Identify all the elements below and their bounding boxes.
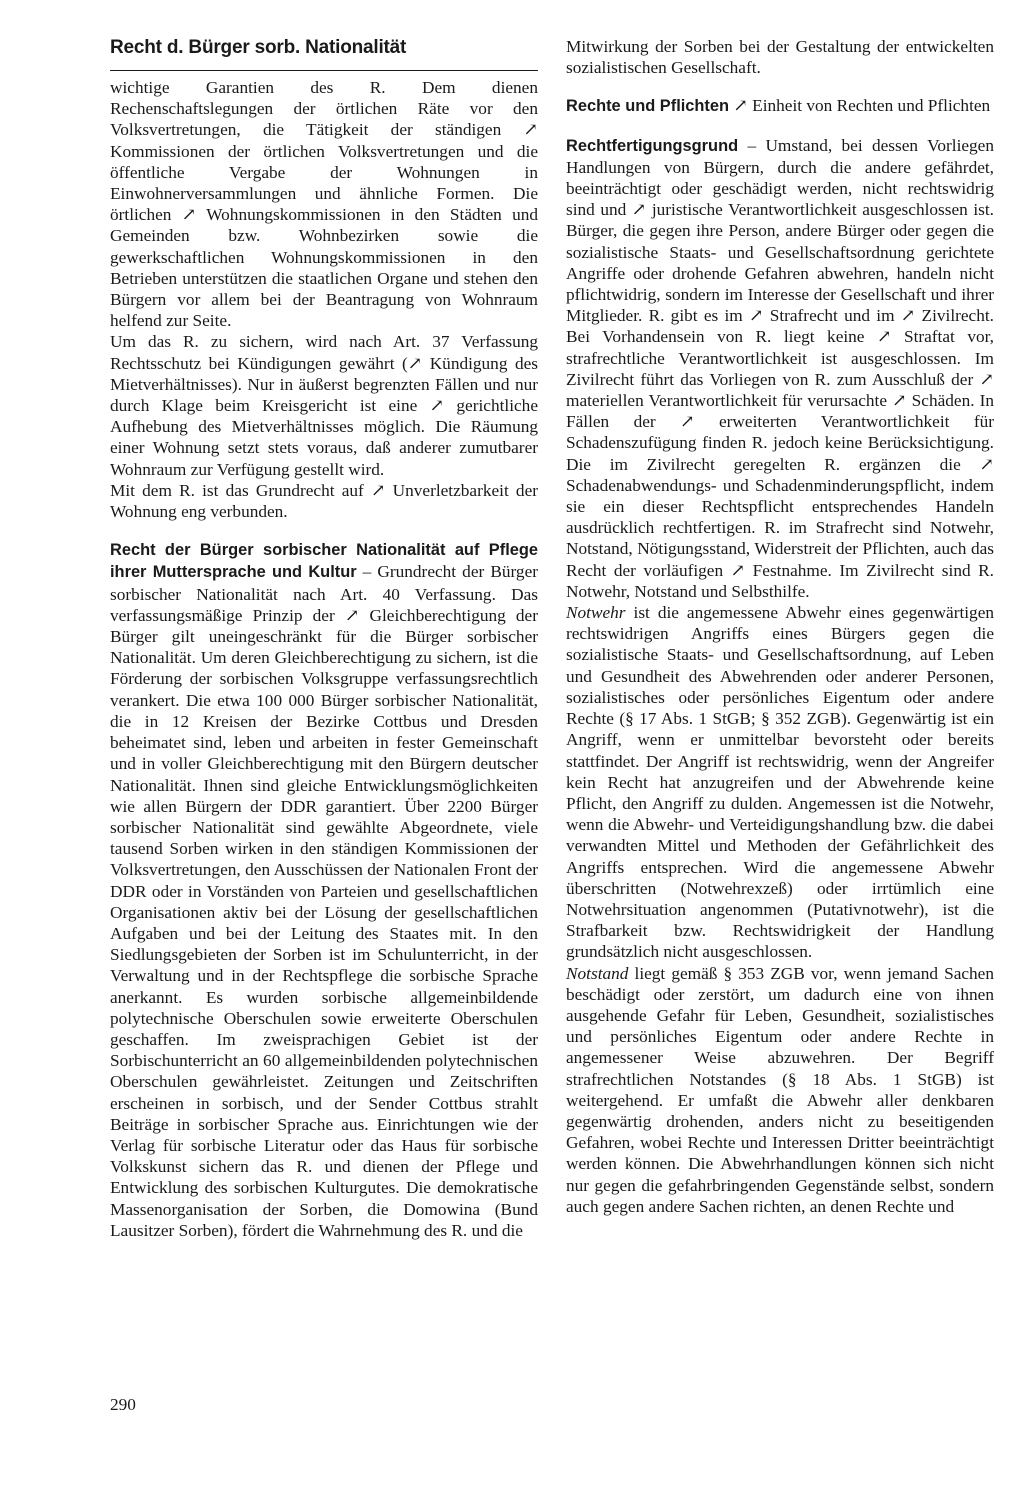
entry-body: – Grundrecht der Bürger sorbischer Nationalität nach Art. 40 Verfassung. Das verfassungsmäßige Prinzip der ↗ Gleichberechtigung der Bürger gilt uneingeschränkt für die Bürger sorbischer Nationalität. Um deren Gleichberechtigung zu sichern, ist die Förderung der sorbischen Volksgruppe verfassungsrechtlich verankert. Die etwa 100 000 Bürger sorbischer Nationalität, die in 12 Kreisen der Bezirke Cottbus und Dresden beheimatet sind, leben und arbeiten in fester Gemeinschaft und in voller Gleichberechtigung mit den Bürgern deutscher Nationalität. Ihnen sind gleiche Entwicklungsmöglichkeiten wie allen Bürgern der DDR garantiert. Über 2200 Bürger sorbischer Nationalität sind gewählte Abgeordnete, viele tausend Sorben wirken in den ständigen Kommissionen der Volksvertretungen, den Ausschüssen der Nationalen Front der DDR oder in Vorständen von Parteien und gesellschaftlichen Organisationen aktiv bei der Lösung der gesellschaftlichen Aufgaben und bei der Leitung des Staates mit. In den Siedlungsgebieten der Sorben ist im Schulunterricht, in der Verwaltung und in der Rechtspflege die sorbische Sprache anerkannt. Es wurden sorbische allgemeinbildende polytechnische Oberschulen sowie erweiterte Oberschulen geschaffen. Im zweisprachigen Gebiet ist der Sorbischunterricht an 60 allgemeinbildenden polytechnischen Oberschulen gewährleistet. Zeitungen und Zeitschriften erscheinen in sorbisch, und der Sender Cottbus strahlt Beiträge in sorbischer Sprache aus. Einrichtungen wie der Verlag für sorbische Literatur oder das Haus für sorbische Volkskunst sichern das R. und dienen der Pflege und Entwicklung des sorbischen Kulturgutes. Die demokratische Massenorganisation der Sorben, die Domowina (Bund Lausitzer Sorben), fördert die Wahrnehmung des R. und die xyxy=(110,562,538,1240)
term-notstand: Notstand xyxy=(566,963,629,983)
entry-body: – Umstand, bei dessen Vorliegen Handlungen von Bürgern, durch die andere gefährdet, beeinträchtigt oder geschädigt werden, nicht rechtswidrig sind und ↗ juristische Verantwortlichkeit ausgeschlossen ist. Bürger, die gegen ihre Person, andere Bürger oder gegen die sozialistische Staats- und Gesellschaftsordnung gerichtete Angriffe oder drohende Gefahren abwehren, handeln nicht pflichtwidrig, sondern im Interesse der Gesellschaft und ihrer Mitglieder. R. gibt es im ↗ Strafrecht und im ↗ Zivilrecht. Bei Vorhandensein von R. liegt keine ↗ Straftat vor, strafrechtliche Verantwortlichkeit ist ausgeschlossen. Im Zivilrecht führt das Vorliegen von R. zum Ausschluß der ↗ materiellen Verantwortlichkeit für verursachte ↗ Schäden. In Fällen der ↗ erweiterten Verantwortlichkeit für Schadenszufügung finden R. jedoch keine Berücksichtigung. Die im Zivilrecht geregelten R. ergänzen die ↗ Schadenabwendungs- und Schadenminderungspflicht, indem sie ein dieser Rechtspflicht entsprechendes Handeln ausdrücklich rechtfertigen. R. im Strafrecht sind Notwehr, Notstand, Nötigungsstand, Widerstreit der Pflichten, auch das Recht der vorläufigen ↗ Festnahme. Im Zivilrecht sind R. Notwehr, Notstand und Selbsthilfe. xyxy=(566,135,994,601)
paragraph-unverletzbarkeit: Mit dem R. ist das Grundrecht auf ↗ Unverletzbarkeit der Wohnung eng verbunden. xyxy=(110,480,538,522)
page-number: 290 xyxy=(110,1395,136,1414)
entry-headword: Recht der Bürger sorbischer Nationalität auf Pflege ihrer Muttersprache und Kultur xyxy=(110,541,538,582)
entry-rechtfertigungsgrund xyxy=(566,135,994,602)
paragraph-continuation: Mitwirkung der Sorben bei der Gestaltung der entwickelten sozialistischen Gesellschaft. xyxy=(566,37,994,78)
paragraph-notwehr xyxy=(566,602,994,962)
notstand-body: liegt gemäß § 353 ZGB vor, wenn jemand Sachen beschädigt oder zerstört, um dadurch eine von ihnen ausgehende Gefahr für Leben, Gesundheit, sozialistisches und persönliches Eigentum oder andere Rechte in angemessener Weise abzuwehren. Der Begriff strafrechtlichen Notstandes (§ 18 Abs. 1 StGB) ist weitergehend. Er umfaßt die Abwehr aller denkbaren gegenwärtig drohenden, anders nicht zu beseitigenden Gefahren, wobei Rechte und Interessen Dritter beeinträchtigt werden können. Die Abwehrhandlungen können sich nicht nur gegen die gefahrbringenden Gegenstände selbst, sondern auch gegen andere Sachen richten, an denen Rechte und xyxy=(566,963,994,1216)
entry-headword: Rechte und Pflichten xyxy=(566,97,730,116)
entry-body: ↗ Einheit von Rechten und Pflichten xyxy=(729,96,991,116)
right-column xyxy=(566,36,994,1217)
notwehr-body: ist die angemessene Abwehr eines gegenwärtigen rechtswidrigen Angriffs eines Bürgers gegen die sozialistische Staats- und Gesellschaftsordnung, auf Leben und Gesundheit des Abwehrenden oder anderer Personen, sozialistisches oder persönliches Eigentum oder andere Rechte (§ 17 Abs. 1 StGB; § 352 ZGB). Gegenwärtig ist ein Angriff, wenn er unmittelbar bevorsteht oder bereits stattfindet. Der Angriff ist rechtswidrig, wenn der Angreifer kein Recht hat anzugreifen und der Abwehrende keine Pflicht, den Angriff zu dulden. Angemessen ist die Notwehr, wenn die Abwehr- und Verteidigungshandlung bzw. die dabei verwandten Mittel und Methoden der Gefährlichkeit des Angriffs entsprechen. Wird die angemessene Abwehr überschritten (Notwehrexzeß) oder irrtümlich eine Notwehrsituation angenommen (Putativnotwehr), ist die Strafbarkeit bzw. Rechtswidrigkeit der Handlung grundsätzlich nicht ausgeschlossen. xyxy=(566,603,994,962)
left-column xyxy=(110,36,538,1241)
paragraph-rechtsschutz-kuendigung: Um das R. zu sichern, wird nach Art. 37 Verfassung Rechtsschutz bei Kündigungen gewährt (↗ Kündigung des Mietverhältnisses). Nur in äußerst begrenzten Fällen und nur durch Klage beim Kreisgericht ist eine ↗ gerichtliche Aufhebung des Mietverhältnisses möglich. Die Räumung einer Wohnung setzt stets voraus, daß anderer zumutbarer Wohnraum zur Verfügung gestellt wird. xyxy=(110,332,538,479)
entry-sorbische-nationalitaet xyxy=(110,539,538,1241)
paragraph-wohnung-garantien: wichtige Garantien des R. Dem dienen Rechenschaftslegungen der örtlichen Räte vor den Volksvertretungen, die Tätigkeit der ständigen ↗ Kommissionen der örtlichen Volksvertretungen und die öffentliche Vergabe der Wohnungen in Einwohnerversammlungen und ähnliche Formen. Die örtlichen ↗ Wohnungskommissionen in den Städten und Gemeinden bzw. Wohnbezirken sowie die gewerkschaftlichen Wohnungskommissionen in den Betrieben unterstützen die staatlichen Organe und stehen den Bürgern vor allem bei der Beantragung von Wohnraum helfend zur Seite. xyxy=(110,78,538,331)
entry-headword: Rechtfertigungsgrund xyxy=(566,136,739,155)
term-notwehr: Notwehr xyxy=(566,603,626,623)
entry-rechte-und-pflichten xyxy=(566,95,994,117)
running-head: Recht d. Bürger sorb. Nationalität xyxy=(110,36,538,71)
paragraph-notstand xyxy=(566,963,994,1217)
